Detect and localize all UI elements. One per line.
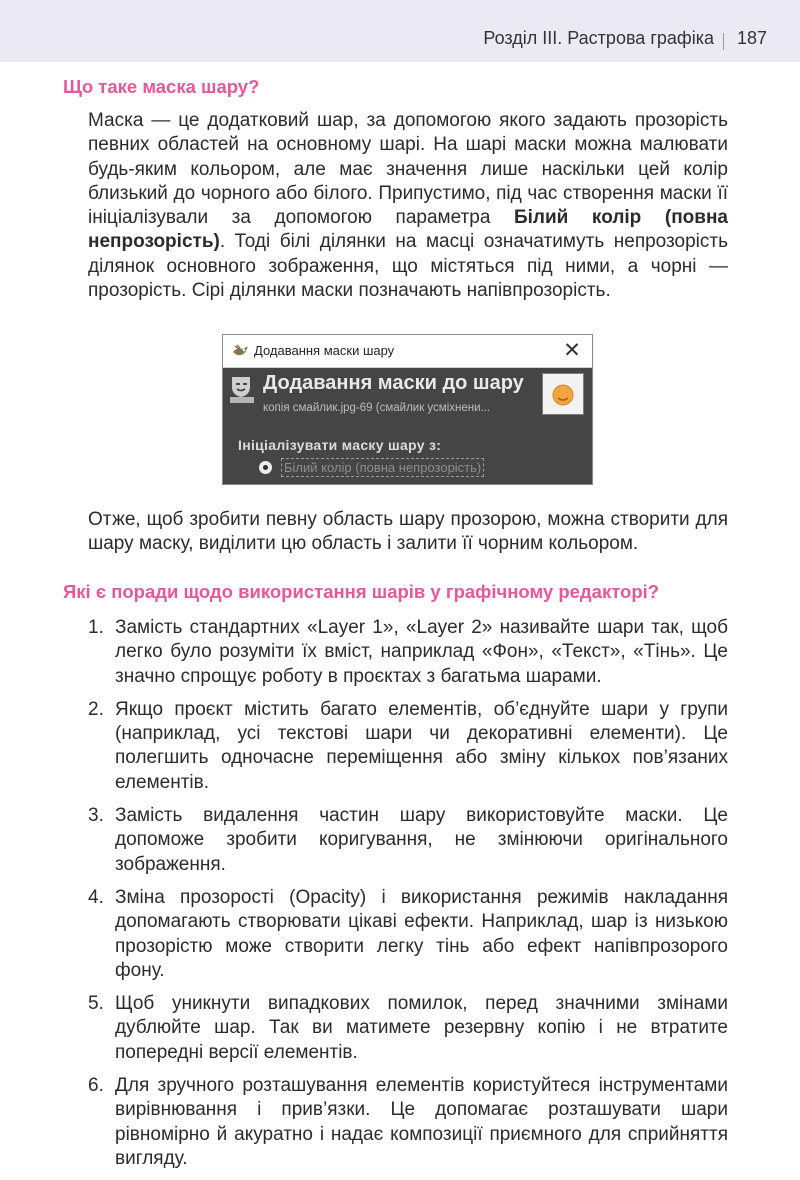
dialog-subtitle: копія смайлик.jpg-69 (смайлик усміхнени...	[263, 402, 491, 414]
list-item-number: 4.	[88, 886, 104, 908]
list-item	[88, 1074, 728, 1171]
layer-mask-icon	[229, 375, 255, 405]
smiley-thumbnail-icon	[543, 374, 583, 414]
list-item	[88, 992, 728, 1065]
radio-white-color[interactable]	[259, 461, 272, 474]
list-item	[88, 698, 728, 795]
list-item-number: 6.	[88, 1075, 104, 1097]
page-number: 187	[737, 28, 768, 48]
header-divider	[723, 33, 724, 50]
dialog-heading: Додавання маски до шару	[263, 372, 524, 394]
list-item	[88, 616, 728, 689]
mask-paragraph-text: Маска — це додатковий шар, за допомогою якого задають прозорість певних областей на основному шарі. На шарі маски можна малювати будь-яким кольором, але має значення лише наскільки цей колір близький до чорного або білого. Припустимо, під час створення маски її ініціалізували за допомогою параметра	[88, 110, 728, 229]
page-header	[0, 0, 800, 62]
list-item-text: Замість стандартних «Layer 1», «Layer 2» називайте шари так, щоб легко було розуміти їх вміст, наприклад «Фон», «Текст», «Тінь». Це значно спрощує роботу в проєктах з багатьма шарами.	[115, 617, 728, 687]
list-item-number: 3.	[88, 805, 104, 827]
list-item	[88, 804, 728, 877]
list-item-text: Для зручного розташування елементів користуйтеся інструментами вирівнювання і прив’язки. Це допомагає розташувати шари рівномірно й акуратно і надає композиції приємного для сприйняття вигляду.	[115, 1075, 728, 1169]
list-item-number: 2.	[88, 698, 104, 720]
section-heading-mask: Що таке маска шару?	[63, 76, 260, 97]
layer-thumbnail	[542, 373, 584, 415]
mask-paragraph-bold: Білий колір (повна непрозорість)	[88, 207, 729, 253]
option-white-full-opacity[interactable]: Білий колір (повна непрозорість)	[281, 458, 484, 477]
list-item-text: Замість видалення частин шару використовуйте маски. Це допоможе зробити коригування, не змінюючи оригінального зображення.	[115, 805, 728, 875]
chapter-title: Розділ ІІІ. Растрова графіка	[483, 28, 714, 48]
add-layer-mask-dialog	[222, 334, 593, 485]
dialog-titlebar	[223, 335, 592, 368]
list-item	[88, 886, 728, 983]
list-item-text: Щоб уникнути випадкових помилок, перед значними змінами дублюйте шар. Так ви матимете резервну копію і не втратите попередні версії елементів.	[115, 993, 728, 1063]
section-heading-tips: Які є поради щодо використання шарів у графічному редакторі?	[63, 581, 660, 602]
tips-list	[88, 616, 728, 1180]
list-item-text: Якщо проєкт містить багато елементів, об’єднуйте шари у групи (наприклад, усі текстові шари чи декоративні елементи). Це полегшить одночасне переміщення або зміну кількох пов’язаних елементів.	[115, 698, 728, 793]
list-item-number: 1.	[88, 617, 104, 638]
gimp-icon	[231, 343, 251, 359]
initialize-mask-label: Ініціалізувати маску шару з:	[238, 437, 442, 453]
list-item-text: Зміна прозорості (Opacity) і використання режимів накладання допомагають створювати цікаві ефекти. Наприклад, шар із низькою прозорістю може створити легку тінь або ефект напівпрозорого фону.	[115, 886, 728, 981]
close-icon[interactable]: ✕	[563, 339, 581, 362]
mask-paragraph-text-end: . Тоді білі ділянки на масці означатимуть непрозорість ділянок основного зображення, що містяться під ними, а чорні — прозорість. Сірі ділянки маски позначають напівпрозорість.	[88, 231, 728, 302]
dialog-window-title: Додавання маски шару	[254, 343, 395, 358]
conclusion-paragraph: Отже, щоб зробити певну область шару прозорою, можна створити для шару маску, виділити цю область і залити її чорним кольором.	[88, 509, 728, 555]
list-item-number: 5.	[88, 993, 104, 1015]
mask-paragraph	[88, 109, 728, 303]
